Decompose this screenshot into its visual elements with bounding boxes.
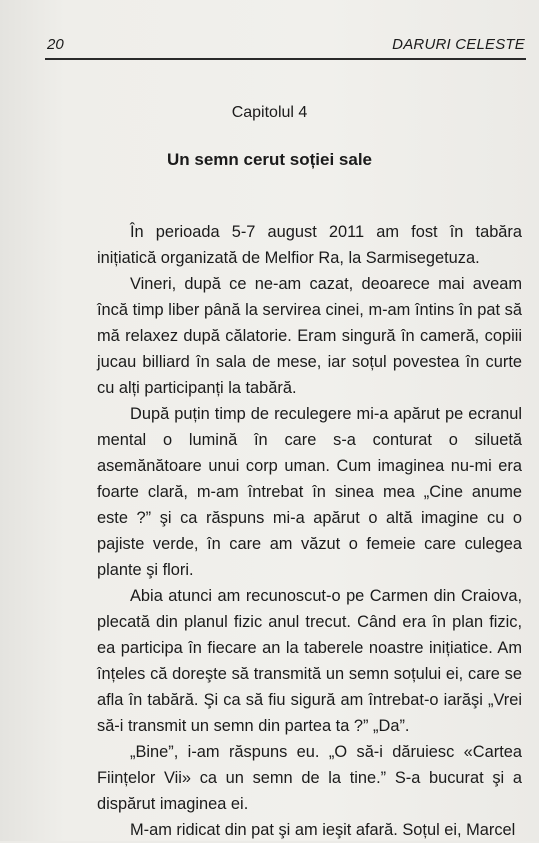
- chapter-label: Capitolul 4: [231, 104, 308, 121]
- paragraph: Vineri, după ce ne-am cazat, deoarece mai aveam încă timp liber până la servirea cinei, m-am întins în pat să mă relaxez după călatorie. Eram singură în cameră, copiii jucau billiard în sala de mese, iar soțul povestea în curte cu alți participanți la tabără.: [97, 275, 522, 397]
- page-number: 20: [47, 36, 64, 53]
- chapter-title: Un semn cerut soției sale: [166, 150, 373, 169]
- book-title: DARURI CELESTE: [392, 36, 525, 53]
- paragraph: „Bine”, i-am răspuns eu. „O să-i dăruiesc «Cartea Ființelor Vii» ca un semn de la tine.” S-a bucurat şi a dispărut imaginea ei.: [97, 743, 522, 813]
- header-rule: [45, 58, 526, 60]
- paragraph: Abia atunci am recunoscut-o pe Carmen din Craiova, plecată din planul fizic anul trecut. Când era în plan fizic, ea participa în fiecare an la taberele noastre inițiatice. Am înțeles că doreşte să transmită un semn soțului ei, care se afla în tabără. Şi ca să fiu sigură am întrebat-o iarăşi „Vrei să-i transmit un semn din partea ta ?” „Da”.: [97, 587, 522, 735]
- paragraph: După puțin timp de reculegere mi-a apărut pe ecranul mental o lumină în care s-a conturat o siluetă asemănătoare unui corp uman. Cum imaginea nu-mi era foarte clară, m-am întrebat în sinea mea „Cine anume este ?” şi ca răspuns mi-a apărut o altă imagine cu o pajiste verde, în care am văzut o femeie care culegea plante şi flori.: [97, 405, 522, 579]
- chapter-body: [97, 219, 522, 843]
- paragraph: M-am ridicat din pat şi am ieşit afară. Soțul ei, Marcel: [130, 821, 516, 839]
- paragraph: În perioada 5-7 august 2011 am fost în tabăra inițiatică organizată de Melfior Ra, la Sarmisegetuza.: [97, 223, 522, 267]
- running-header: [47, 36, 525, 56]
